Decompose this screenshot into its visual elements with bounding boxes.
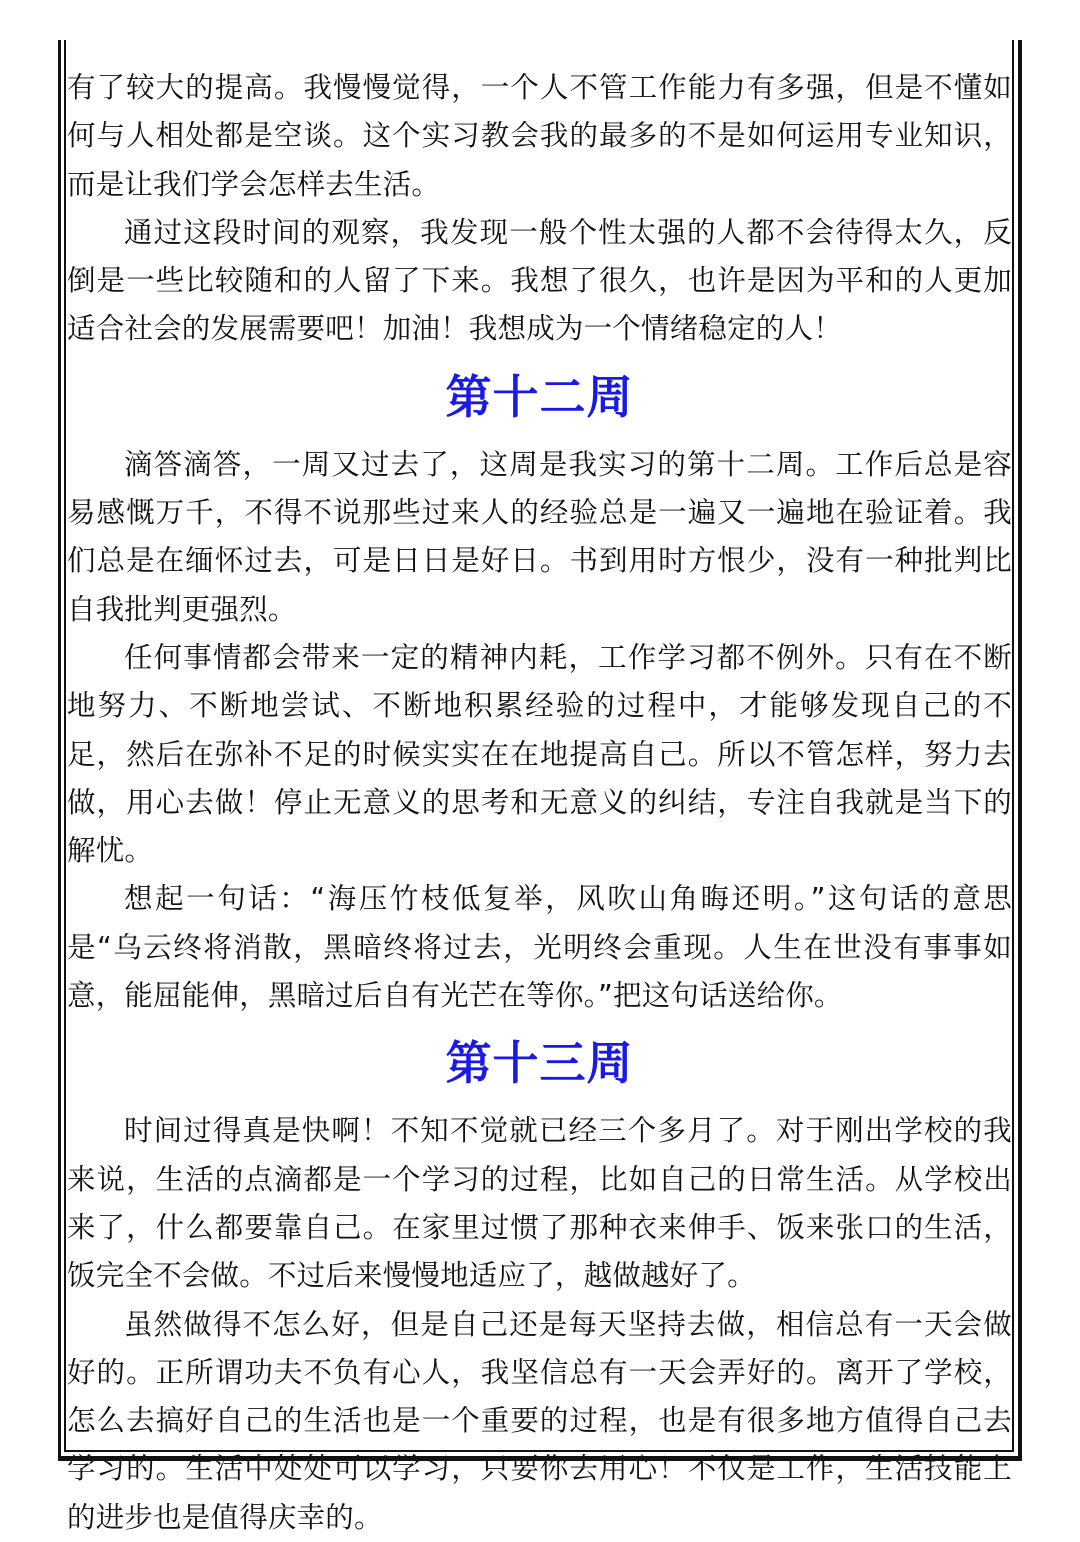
paragraph: 任何事情都会带来一定的精神内耗，工作学习都不例外。只有在不断地努力、不断地尝试、不断地积累经验的过程中，才能够发现自己的不足，然后在弥补不足的时候实实在在地提高自己。所以不管怎样，努力去做，用心去做！停止无意义的思考和无意义的纠结，专注自我就是当下的解忧。 [67, 640, 1012, 868]
paragraph: 虽然做得不怎么好，但是自己还是每天坚持去做，相信总有一天会做好的。正所谓功夫不负有心人，我坚信总有一天会弄好的。离开了学校，怎么去搞好自己的生活也是一个重要的过程，也是有很多地方值得自己去学习的。生活中处处可以学习，只要你去用心！不仅是工作，生活技能上的进步也是值得庆幸的。 [67, 1307, 1012, 1534]
section-week-12 [67, 354, 1012, 1021]
document-body [67, 64, 1012, 1542]
page-frame-left-outer [58, 40, 61, 1460]
section-week-13 [67, 1020, 1012, 1542]
section-intro-continued [67, 64, 1012, 354]
paragraph: 滴答滴答，一周又过去了，这周是我实习的第十二周。工作后总是容易感慨万千，不得不说那些过来人的经验总是一遍又一遍地在验证着。我们总是在缅怀过去，可是日日是好日。书到用时方恨少，没有一种批判比自我批判更强烈。 [67, 447, 1012, 626]
page-frame-right-outer [1018, 40, 1022, 1460]
section-heading: 第十三周 [445, 1036, 634, 1091]
paragraph-continued: 有了较大的提高。我慢慢觉得，一个人不管工作能力有多强，但是不懂如何与人相处都是空谈。这个实习教会我的最多的不是如何运用专业知识，而是让我们学会怎样去生活。 [67, 71, 1012, 201]
paragraph: 想起一句话：“海压竹枝低复举，风吹山角晦还明。”这句话的意思是“乌云终将消散，黑暗终将过去，光明终会重现。人生在世没有事事如意，能屈能伸，黑暗过后自有光芒在等你。”把这句话送给你。 [67, 882, 1012, 1013]
paragraph: 通过这段时间的观察，我发现一般个性太强的人都不会待得太久，反倒是一些比较随和的人留了下来。我想了很久，也许是因为平和的人更加适合社会的发展需要吧！加油！我想成为一个情绪稳定的人！ [67, 215, 1012, 346]
page-frame-left-inner [64, 40, 66, 1452]
paragraph: 时间过得真是快啊！不知不觉就已经三个多月了。对于刚出学校的我来说，生活的点滴都是一个学习的过程，比如自己的日常生活。从学校出来了，什么都要靠自己。在家里过惯了那种衣来伸手、饭来张口的生活，饭完全不会做。不过后来慢慢地适应了，越做越好了。 [67, 1114, 1012, 1293]
section-heading: 第十二周 [445, 369, 634, 424]
page-frame-right-inner [1012, 40, 1014, 1452]
